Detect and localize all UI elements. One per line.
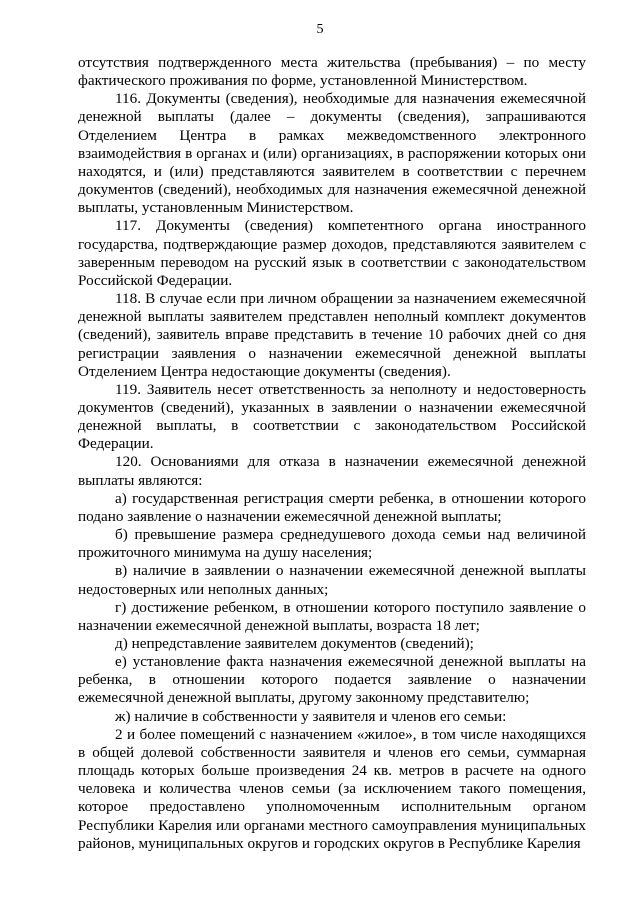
paragraph: 117. Документы (сведения) компетентного органа иностранного государства, подтверждающие размер доходов, представляются заявителем с заверенным переводом на русский язык в соответствии с законодательством Российской Федерации. (78, 217, 586, 289)
page-number: 5 (316, 22, 324, 37)
paragraph: в) наличие в заявлении о назначении ежемесячной денежной выплаты недостоверных или неполных данных; (78, 562, 586, 598)
paragraph: 120. Основаниями для отказа в назначении ежемесячной денежной выплаты являются: (78, 453, 586, 489)
paragraph: 2 и более помещений с назначением «жилое», в том числе находящихся в общей долевой собственности заявителя и членов его семьи, суммарная площадь которых больше произведения 24 кв. метров в расчете на одного человека и количества членов семьи (за исключением такого помещения, которое предоставлено уполномоченным исполнительным органом Республики Карелия или органами местного самоуправления муниципальных районов, муниципальных округов и городских округов в Республике Карелия (78, 725, 586, 852)
paragraph: отсутствия подтвержденного места жительства (пребывания) – по месту фактического проживания по форме, установленной Министерством. (78, 54, 586, 90)
paragraph: 118. В случае если при личном обращении за назначением ежемесячной денежной выплаты заявителем представлен неполный комплект документов (сведений), заявитель вправе представить в течение 10 рабочих дней со дня регистрации заявления о назначении ежемесячной денежной выплаты Отделением Центра недостающие документы (сведения). (78, 290, 586, 380)
paragraph: 116. Документы (сведения), необходимые для назначения ежемесячной денежной выплаты (далее – документы (сведения), запрашиваются Отделением Центра в рамках межведомственного электронного взаимодействия в органах и (или) организациях, в распоряжении которых они находятся, и (или) представляются заявителем в соответствии с перечнем документов (сведений), необходимых для назначения ежемесячной денежной выплаты, установленным Министерством. (78, 90, 586, 217)
paragraph: а) государственная регистрация смерти ребенка, в отношении которого подано заявление о назначении ежемесячной денежной выплаты; (78, 489, 586, 525)
paragraph: д) непредставление заявителем документов (сведений); (115, 635, 474, 652)
paragraph: г) достижение ребенком, в отношении которого поступило заявление о назначении ежемесячной денежной выплаты, возраста 18 лет; (78, 598, 586, 634)
paragraph: б) превышение размера среднедушевого дохода семьи над величиной прожиточного минимума на душу населения; (78, 526, 586, 562)
paragraph: ж) наличие в собственности у заявителя и членов его семьи: (115, 707, 507, 725)
document-body (78, 54, 586, 853)
paragraph: 119. Заявитель несет ответственность за неполноту и недостоверность документов (сведений), указанных в заявлении о назначении ежемесячной денежной выплаты, в соответствии с законодательством Российской Федерации. (78, 380, 586, 453)
paragraph: е) установление факта назначения ежемесячной денежной выплаты на ребенка, в отношении которого подается заявление о назначении ежемесячной денежной выплаты, другому законному представителю; (78, 653, 586, 707)
